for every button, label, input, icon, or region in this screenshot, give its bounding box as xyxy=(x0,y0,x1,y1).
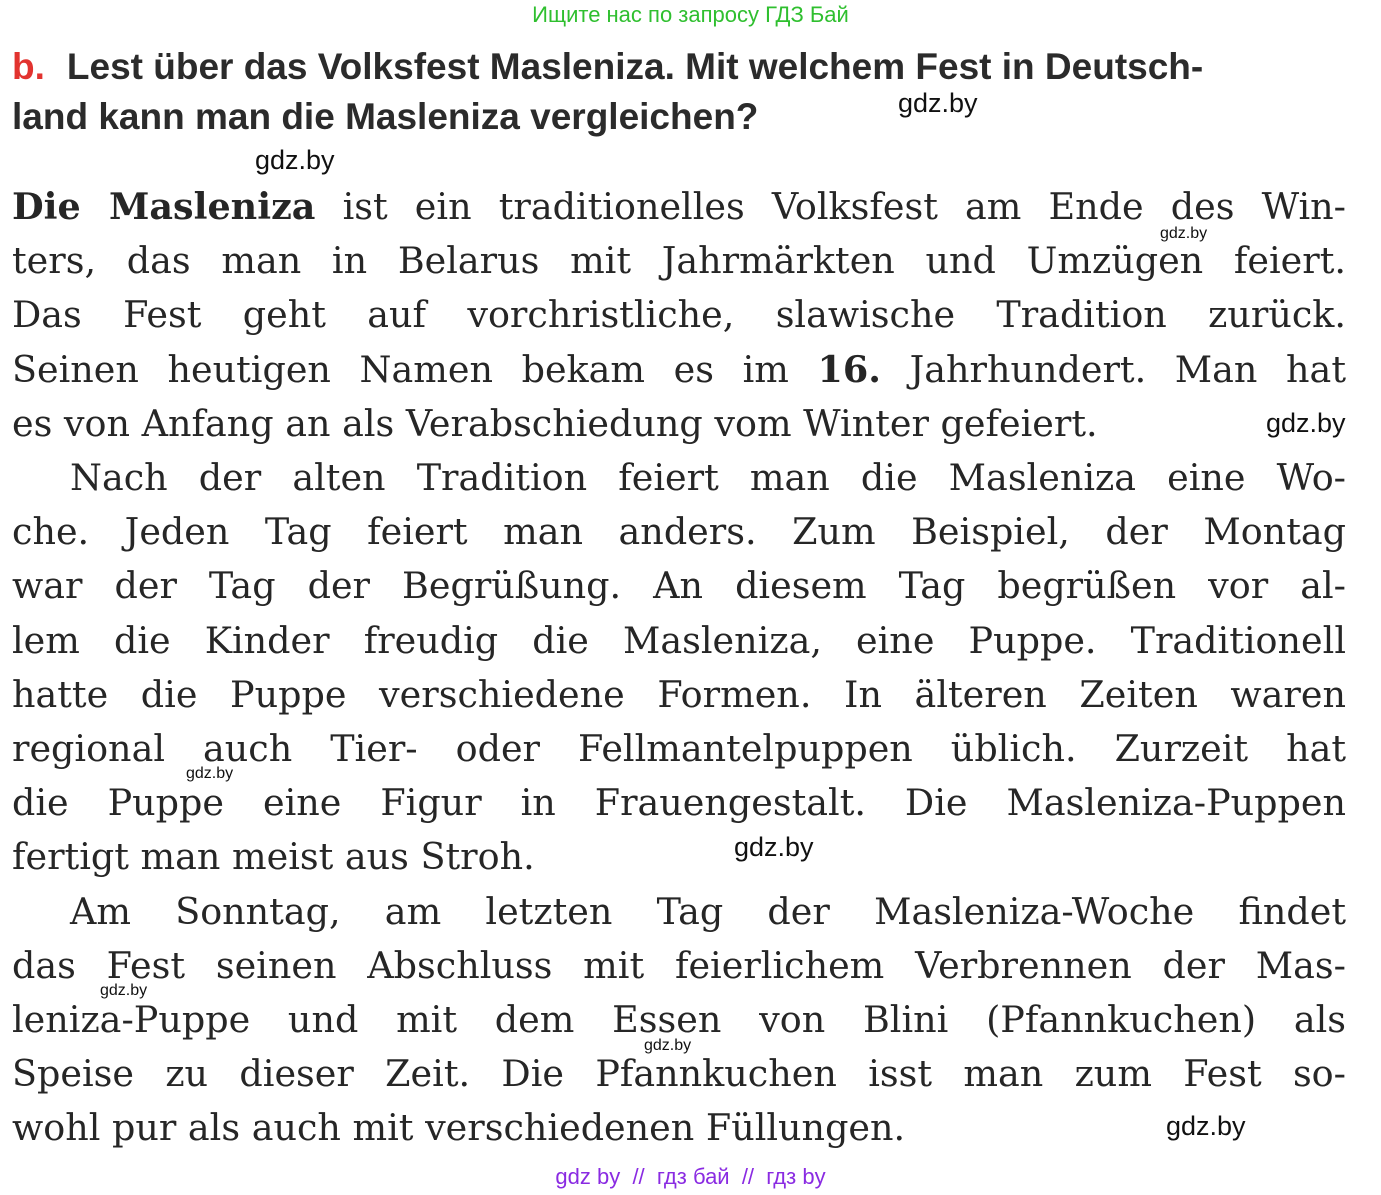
watermark: gdz.by xyxy=(1160,225,1208,242)
watermark: gdz.by xyxy=(1266,408,1346,438)
text-line xyxy=(12,343,1346,397)
text-line: war der Tag der Begrüßung. An diesem Tag begrüßen vor al- xyxy=(12,564,1346,608)
text-segment: Jahrhundert. Man hat xyxy=(881,347,1346,391)
text-line: lem die Kinder freudig die Masleniza, eine Puppe. Traditionell xyxy=(12,618,1346,662)
text-line: fertigt man meist aus Stroh. xyxy=(12,835,535,879)
text-line: es von Anfang an als Verabschiedung vom Winter gefeiert. xyxy=(12,401,1098,445)
text-segment: Seinen heutigen Namen bekam es im xyxy=(12,347,818,391)
text-line: Am Sonntag, am letzten Tag der Masleniza-Woche findet xyxy=(70,889,1346,933)
watermark: gdz.by xyxy=(100,982,148,999)
task-text-1: Lest über das Volksfest Masleniza. Mit welchem Fest in Deutsch- xyxy=(66,46,1204,87)
text-line: Das Fest geht auf vorchristliche, slawische Tradition zurück. xyxy=(12,293,1346,337)
text-line xyxy=(12,180,1346,234)
text-line: Speise zu dieser Zeit. Die Pfannkuchen isst man zum Fest so- xyxy=(12,1052,1346,1096)
text-line: hatte die Puppe verschiedene Formen. In älteren Zeiten waren xyxy=(12,672,1346,716)
task-line-1 xyxy=(12,42,1352,92)
text-line: regional auch Tier- oder Fellmantelpuppen üblich. Zurzeit hat xyxy=(12,727,1346,771)
text-line: das Fest seinen Abschluss mit feierlichem Verbrennen der Mas- xyxy=(12,943,1346,987)
text-line: leniza-Puppe und mit dem Essen von Blini (Pfannkuchen) als xyxy=(12,998,1346,1042)
task-heading xyxy=(12,42,1352,142)
text-bold-term: Die Masleniza xyxy=(12,185,316,228)
text-segment: ist ein traditionelles Volksfest am Ende des Win- xyxy=(315,185,1346,228)
text-line: wohl pur als auch mit verschiedenen Füllungen. xyxy=(12,1106,906,1150)
watermark: gdz.by xyxy=(255,145,335,175)
task-line-2: land kann man die Masleniza vergleichen? xyxy=(12,96,759,137)
watermark: gdz.by xyxy=(644,1037,692,1054)
top-banner: Ищите нас по запросу ГДЗ Бай xyxy=(532,2,849,27)
watermark: gdz.by xyxy=(734,832,814,862)
text-bold-number: 16. xyxy=(817,347,882,391)
reading-text xyxy=(12,180,1346,1156)
task-letter: b. xyxy=(12,46,45,87)
footer: gdz by // гдз бай // гдз by xyxy=(555,1164,826,1189)
text-line: die Puppe eine Figur in Frauengestalt. Die Masleniza-Puppen xyxy=(12,781,1346,825)
text-line: Nach der alten Tradition feiert man die Masleniza eine Wo- xyxy=(70,456,1346,500)
watermark: gdz.by xyxy=(1166,1111,1246,1141)
watermark: gdz.by xyxy=(186,765,234,782)
text-line: che. Jeden Tag feiert man anders. Zum Beispiel, der Montag xyxy=(12,510,1346,554)
text-line: ters, das man in Belarus mit Jahrmärkten und Umzügen feiert. xyxy=(12,239,1346,283)
watermark: gdz.by xyxy=(898,88,978,118)
